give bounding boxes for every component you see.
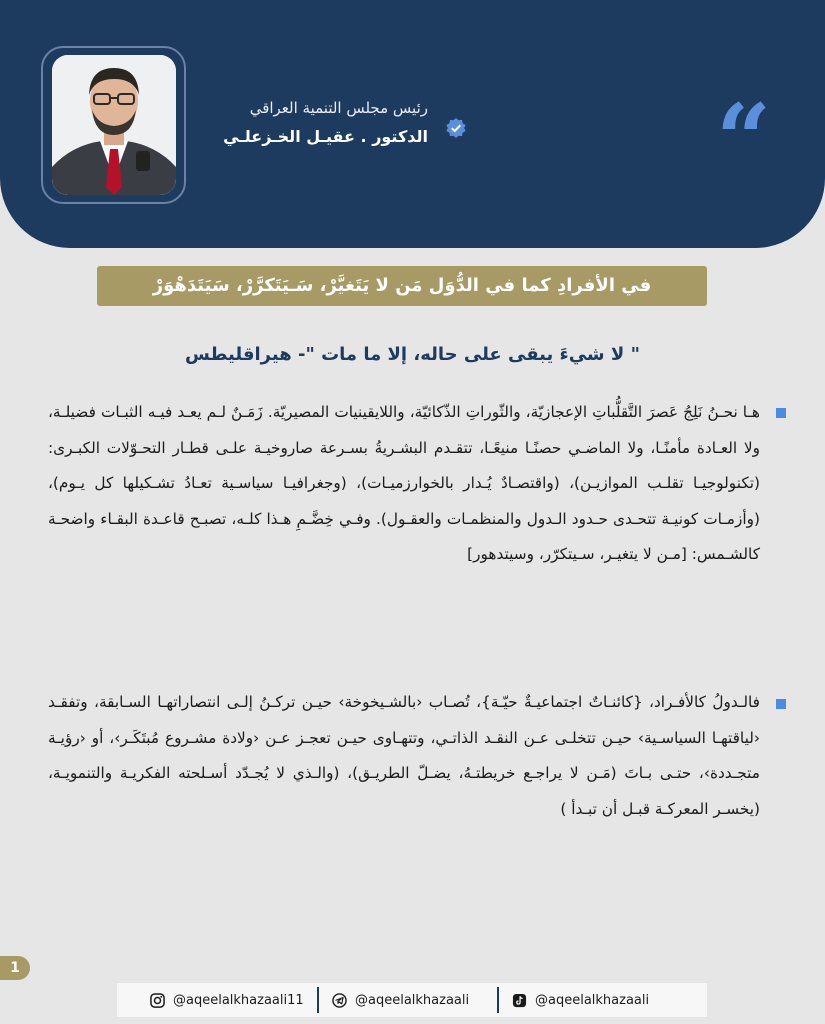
headline: في الأفرادِ كما في الدُّوَل مَن لا يَتَغيَّرْ، سَـيَتَكرَّرْ، سَيَتَدَهْوَرْ bbox=[152, 275, 652, 296]
verified-badge-icon bbox=[446, 118, 466, 138]
footer-divider bbox=[497, 987, 499, 1013]
page-number: 1 bbox=[0, 956, 30, 980]
author-photo bbox=[52, 55, 176, 195]
instagram-handle: @aqeelalkhazaali11 bbox=[173, 992, 304, 1008]
author-name: الدكتور . عقيـل الخـزعلـي bbox=[223, 127, 428, 146]
footer-divider bbox=[317, 987, 319, 1013]
headline-box bbox=[97, 266, 707, 306]
instagram-link[interactable] bbox=[150, 983, 304, 1017]
author-title: رئيس مجلس التنمية العراقي bbox=[249, 99, 428, 117]
heraclitus-quote: " لا شيءَ يبقى على حاله، إلا ما مات "- هيراقليطس bbox=[185, 344, 640, 365]
social-footer bbox=[117, 983, 707, 1017]
quote-icon: “ bbox=[716, 83, 772, 196]
telegram-link[interactable] bbox=[332, 983, 469, 1017]
telegram-icon bbox=[332, 993, 347, 1008]
tiktok-handle: @aqeelalkhazaali bbox=[535, 992, 650, 1008]
header-banner bbox=[0, 0, 825, 248]
tiktok-link[interactable] bbox=[512, 983, 649, 1017]
telegram-handle: @aqeelalkhazaali bbox=[355, 992, 470, 1008]
paragraph-1: هـا نحـنُ نَلِجُ عَصرَ التَّقلُّباتِ الإعجازيّة، والثّوراتِ الذّكائيّة، واللايقينيات المصيريّة. زَمَـنٌ لـم يعـد فيـه الثبـات فضيلـة، ولا العـادة مأمنًـا، ولا الماضـي حصنًـا منيعًـا، تتقـدم البشـريةُ بسـرعة صاروخيـة علـى قطـار التحـوّلات الكبـرى: (تكنولوجيـا تقلـب الموازيـن)، (واقتصـادٌ يُـدار بالخوارزميـات)، (وجغرافيـا سياسـية تعـادُ تشـكيلها كل يـوم)، (وأزمـات كونيـة تتحـدى حـدود الـدول والمنظمـات والعقـول). وفـي خِضَّـمِ هـذا كلـه، تصبـح قاعـدة البقـاء واضحـة كالشـمس: [مـن لا يتغيـر، سـيتكرّر، وسيتدهور] bbox=[48, 403, 760, 563]
tiktok-icon bbox=[512, 993, 527, 1008]
author-block bbox=[148, 98, 428, 148]
bullet-icon bbox=[776, 699, 786, 709]
instagram-icon bbox=[150, 993, 165, 1008]
bullet-icon bbox=[776, 408, 786, 418]
paragraph-2: فالـدولُ كالأفـراد، {كائنـاتٌ اجتماعيـةٌ حيّـة}، تُصـاب ‹بالشـيخوخة› حيـن تركـنُ إلـى انتصاراتهـا السـابقة، وتفقـد ‹لياقتهـا السياسـية› حيـن تتخلـى عـن النقـد الذاتـي، وتتهـاوى حيـن تعجـز عـن ‹ولادة مشـروع مُبتَكَـر›، أو ‹رؤيـة متجـددة›، حتـى بـاتَ (مَـن لا يراجـع خريطتـهُ، يضـلّ الطريـق)، (والـذي لا يُجـدّد أسـلحته الفكريـة والتنمويـة، (يخسـر المعركـة قبـل أن تبـدأ ) bbox=[48, 693, 760, 818]
